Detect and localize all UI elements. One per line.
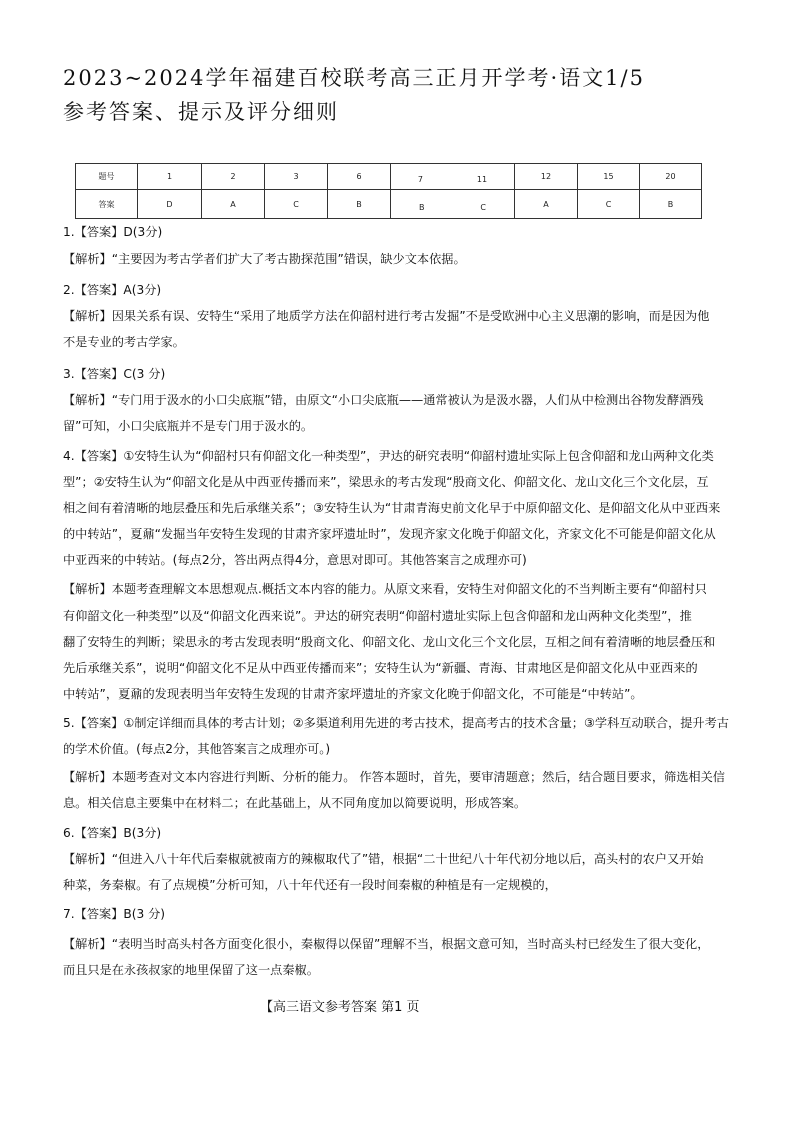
text-line: 【解析】本题考查对文本内容进行判断、分析的能力。 作答本题时，首先，要审清题意；然后，结合题目要求，筛选相关信 xyxy=(63,770,725,784)
text-line: 中亚西来的中转站。(每点2分，答出两点得4分，意思对即可。其他答案言之成理亦可) xyxy=(63,553,527,567)
table-row-label: 答案 xyxy=(76,190,138,219)
page-footer: 【高三语文参考答案 第1 页 xyxy=(260,1000,420,1015)
table-cell xyxy=(391,164,515,190)
table-cell-value: B xyxy=(418,202,425,212)
text-line: 先后承继关系”，说明“仰韶文化不足从中西亚传播而来”；安特生认为“新疆、青海、甘肃地区是仰韶文化从中亚西来的 xyxy=(63,661,698,675)
table-cell: A xyxy=(202,190,265,219)
text-line: 1.【答案】D(3分) xyxy=(63,225,163,239)
text-line: 留”可知，小口尖底瓶并不是专门用于汲水的。 xyxy=(63,419,314,433)
text-line: 【解析】“但进入八十年代后秦椒就被南方的辣椒取代了”错，根据“二十世纪八十年代初分地以后，高头村的农户又开始 xyxy=(63,852,704,866)
text-line: 而且只是在永孩叔家的地里保留了这一点秦椒。 xyxy=(63,963,319,977)
text-line: 的中转站”，夏鼐“发掘当年安特生发现的甘肃齐家坪遗址时”，发现齐家文化晚于仰韶文化，齐家文化不可能是仰韶文化从 xyxy=(63,527,716,541)
text-line: 3.【答案】C(3 分) xyxy=(63,367,166,381)
text-line: 5.【答案】①制定详细而具体的考古计划；②多渠道利用先进的考古技术，提高考古的技术含量；③学科互动联合，提升考古 xyxy=(63,716,729,730)
text-line: 的学术价值。(每点2分，其他答案言之成理亦可。) xyxy=(63,742,331,756)
table-cell-value: C xyxy=(480,202,487,212)
text-line: 型”；②安特生认为“仰韶文化是从中西亚传播而来”，梁思永的考古发现“殷商文化、仰韶文化、龙山文化三个文化层，互 xyxy=(63,475,709,489)
text-line: 【解析】“主要因为考古学者们扩大了考古勘探范围”错误，缺少文本依据。 xyxy=(63,252,466,266)
text-line: 不是专业的考古学家。 xyxy=(63,335,185,349)
table-cell: 20 xyxy=(640,164,702,190)
text-line: 7.【答案】B(3 分) xyxy=(63,907,166,921)
table-cell: C xyxy=(265,190,328,219)
table-cell: B xyxy=(640,190,702,219)
table-cell-value: 7 xyxy=(417,175,424,184)
text-line: 【解析】本题考查理解文本思想观点.概括文本内容的能力。从原文来看，安特生对仰韶文化的不当判断主要有“仰韶村只 xyxy=(63,582,707,596)
table-cell: 15 xyxy=(578,164,640,190)
text-line: 【解析】“表明当时高头村各方面变化很小，秦椒得以保留”理解不当，根据文意可知，当时高头村已经发生了很大变化， xyxy=(63,937,710,951)
table-cell xyxy=(391,190,515,219)
table-cell: 6 xyxy=(328,164,391,190)
text-line: 2.【答案】A(3分) xyxy=(63,283,162,297)
text-line: 相之间有着清晰的地层叠压和先后承继关系”；③安特生认为“甘肃青海史前文化早于中原仰韶文化、是仰韶文化从中亚西来 xyxy=(63,501,721,515)
table-row xyxy=(76,164,702,190)
table-cell: 2 xyxy=(202,164,265,190)
table-row-label: 题号 xyxy=(76,164,138,190)
text-line: 息。相关信息主要集中在材料二；在此基础上，从不同角度加以简要说明，形成答案。 xyxy=(63,796,527,810)
text-line: 6.【答案】B(3分) xyxy=(63,826,162,840)
text-line: 翻了安特生的判断；梁思永的考古发现表明“殷商文化、仰韶文化、龙山文化三个文化层，互相之间有着清晰的地层叠压和 xyxy=(63,635,716,649)
page-title: 2023~2024学年福建百校联考高三正月开学考·语文1/5 xyxy=(63,66,645,90)
text-line: 中转站”，夏鼐的发现表明当年安特生发现的甘肃齐家坪遗址的齐家文化晚于仰韶文化，不可能是“中转站”。 xyxy=(63,687,643,701)
table-cell: 1 xyxy=(138,164,202,190)
answer-table xyxy=(75,163,702,219)
table-cell: B xyxy=(328,190,391,219)
page-subtitle: 参考答案、提示及评分细则 xyxy=(63,100,339,124)
text-line: 4.【答案】①安特生认为“仰韶村只有仰韶文化一种类型”，尹达的研究表明“仰韶村遗址实际上包含仰韶和龙山两种文化类 xyxy=(63,449,714,463)
table-cell: 3 xyxy=(265,164,328,190)
text-line: 【解析】因果关系有误、安特生“采用了地质学方法在仰韶村进行考古发掘”不是受欧洲中心主义思潮的影响，而是因为他 xyxy=(63,309,710,323)
text-line: 有仰韶文化一种类型”以及“仰韶文化西来说”。尹达的研究表明“仰韶村遗址实际上包含仰韶和龙山两种文化类型”，推 xyxy=(63,609,692,623)
text-line: 种菜，务秦椒。有了点规模”分析可知，八十年代还有一段时间秦椒的种植是有一定规模的， xyxy=(63,878,557,892)
table-row xyxy=(76,190,702,219)
table-cell: C xyxy=(578,190,640,219)
table-cell: D xyxy=(138,190,202,219)
table-cell-value: 11 xyxy=(476,175,488,184)
table-cell: 12 xyxy=(515,164,578,190)
text-line: 【解析】“专门用于汲水的小口尖底瓶”错，由原文“小口尖底瓶——通常被认为是汲水器，人们从中检测出谷物发酵酒残 xyxy=(63,393,704,407)
table-cell: A xyxy=(515,190,578,219)
